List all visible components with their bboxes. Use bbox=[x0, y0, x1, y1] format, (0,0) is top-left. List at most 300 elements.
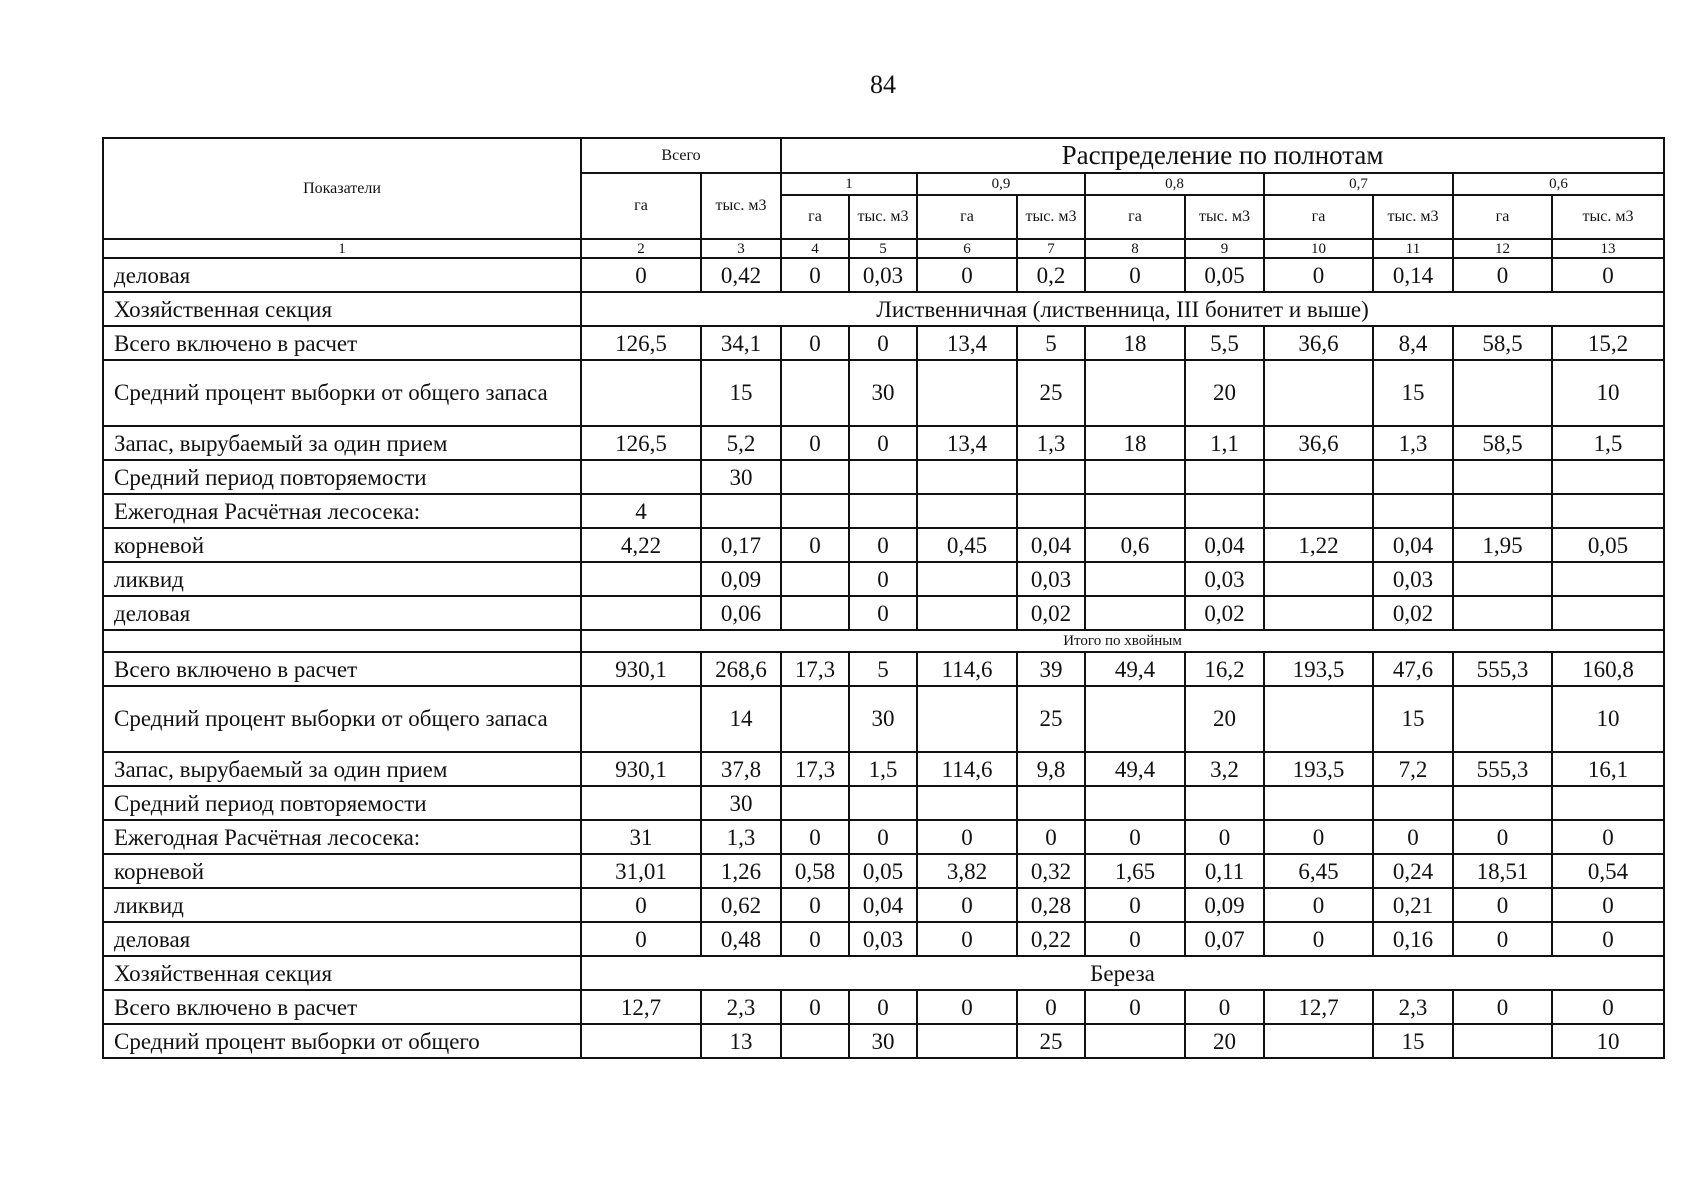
table-cell: 0 bbox=[1552, 820, 1664, 854]
header-unit-ha: га bbox=[1085, 195, 1185, 239]
header-total-ha: га bbox=[581, 173, 701, 239]
row-label: Всего включено в расчет bbox=[103, 990, 581, 1024]
table-cell: 0 bbox=[917, 258, 1017, 292]
table-cell: 15,2 bbox=[1552, 326, 1664, 360]
table-cell: 555,3 bbox=[1453, 652, 1552, 686]
table-cell: 0 bbox=[1264, 820, 1373, 854]
table-cell bbox=[1453, 686, 1552, 752]
table-cell: 49,4 bbox=[1085, 752, 1185, 786]
table-cell: 0,48 bbox=[701, 922, 781, 956]
table-cell: 0 bbox=[581, 258, 701, 292]
row-label: Запас, вырубаемый за один прием bbox=[103, 426, 581, 460]
row-label: Средний процент выборки от общего запаса bbox=[103, 686, 581, 752]
header-unit-m3: тыс. м3 bbox=[1373, 195, 1453, 239]
table-cell: 0 bbox=[917, 888, 1017, 922]
row-label: корневой bbox=[103, 854, 581, 888]
table-cell: 1,1 bbox=[1185, 426, 1264, 460]
table-cell: 14 bbox=[701, 686, 781, 752]
table-cell: 0 bbox=[781, 888, 849, 922]
table-cell bbox=[781, 562, 849, 596]
table-cell bbox=[1085, 360, 1185, 426]
column-number: 1 bbox=[103, 239, 581, 258]
table-cell bbox=[917, 1024, 1017, 1058]
table-cell: 0 bbox=[781, 258, 849, 292]
table-row bbox=[103, 888, 1664, 922]
row-label: деловая bbox=[103, 596, 581, 630]
table-cell: 0 bbox=[849, 562, 917, 596]
header-total: Всего bbox=[581, 138, 781, 173]
table-cell: 0 bbox=[1085, 820, 1185, 854]
table-cell: 30 bbox=[849, 686, 917, 752]
table-cell: 0 bbox=[1264, 258, 1373, 292]
table-cell: 0,03 bbox=[849, 258, 917, 292]
row-label bbox=[103, 630, 581, 652]
table-cell: 0 bbox=[1373, 820, 1453, 854]
column-number: 5 bbox=[849, 239, 917, 258]
table-cell: 0 bbox=[781, 922, 849, 956]
row-label: Хозяйственная секция bbox=[103, 292, 581, 326]
table-cell: 0,06 bbox=[701, 596, 781, 630]
section-row bbox=[103, 292, 1664, 326]
table-cell: 2,3 bbox=[1373, 990, 1453, 1024]
subtotal-caption: Итого по хвойным bbox=[581, 630, 1664, 652]
table-row bbox=[103, 360, 1664, 426]
table-cell: 18 bbox=[1085, 426, 1185, 460]
row-label: Средний период повторяемости bbox=[103, 460, 581, 494]
table-cell: 8,4 bbox=[1373, 326, 1453, 360]
section-caption: Береза bbox=[581, 956, 1664, 990]
header-density-1: 1 bbox=[781, 173, 917, 195]
table-cell bbox=[1552, 494, 1664, 528]
header-unit-m3: тыс. м3 bbox=[1017, 195, 1085, 239]
table-cell: 0 bbox=[1552, 922, 1664, 956]
table-cell bbox=[1453, 460, 1552, 494]
table-cell: 13,4 bbox=[917, 426, 1017, 460]
table-cell: 10 bbox=[1552, 686, 1664, 752]
table-cell bbox=[1085, 596, 1185, 630]
table-cell: 17,3 bbox=[781, 752, 849, 786]
table-row bbox=[103, 326, 1664, 360]
table-cell bbox=[1185, 460, 1264, 494]
table-cell: 0,17 bbox=[701, 528, 781, 562]
table-cell bbox=[1017, 786, 1085, 820]
table-cell: 0,03 bbox=[1017, 562, 1085, 596]
table-row bbox=[103, 562, 1664, 596]
table-cell bbox=[781, 360, 849, 426]
table-cell: 0 bbox=[781, 820, 849, 854]
table-cell bbox=[1453, 596, 1552, 630]
table-cell bbox=[581, 786, 701, 820]
table-row bbox=[103, 528, 1664, 562]
table-cell: 0,54 bbox=[1552, 854, 1664, 888]
table-row bbox=[103, 752, 1664, 786]
header-density-0-6: 0,6 bbox=[1453, 173, 1664, 195]
table-cell: 0 bbox=[781, 528, 849, 562]
table-cell: 17,3 bbox=[781, 652, 849, 686]
table-cell bbox=[581, 562, 701, 596]
table-cell bbox=[1453, 786, 1552, 820]
table-cell: 7,2 bbox=[1373, 752, 1453, 786]
header-unit-m3: тыс. м3 bbox=[849, 195, 917, 239]
table-cell bbox=[1017, 460, 1085, 494]
table-header bbox=[103, 138, 1664, 258]
table-cell: 13,4 bbox=[917, 326, 1017, 360]
table-cell: 1,5 bbox=[1552, 426, 1664, 460]
row-label: деловая bbox=[103, 258, 581, 292]
table-cell bbox=[917, 596, 1017, 630]
table-cell: 0 bbox=[781, 426, 849, 460]
table-cell: 0 bbox=[1017, 990, 1085, 1024]
table-cell: 0,62 bbox=[701, 888, 781, 922]
table-cell: 0 bbox=[1017, 820, 1085, 854]
table-cell bbox=[1552, 596, 1664, 630]
table-cell: 1,95 bbox=[1453, 528, 1552, 562]
table-cell bbox=[1264, 596, 1373, 630]
table-cell bbox=[1453, 360, 1552, 426]
table-cell: 0,6 bbox=[1085, 528, 1185, 562]
table-row bbox=[103, 854, 1664, 888]
table-cell bbox=[781, 686, 849, 752]
table-cell: 0 bbox=[849, 426, 917, 460]
table-cell: 15 bbox=[701, 360, 781, 426]
row-label: ликвид bbox=[103, 562, 581, 596]
row-label: Ежегодная Расчётная лесосека: bbox=[103, 494, 581, 528]
table-body bbox=[103, 258, 1664, 1058]
table-cell bbox=[781, 596, 849, 630]
page-number: 84 bbox=[870, 70, 896, 99]
table-cell: 0 bbox=[1085, 922, 1185, 956]
table-cell: 0,03 bbox=[1373, 562, 1453, 596]
column-number: 10 bbox=[1264, 239, 1373, 258]
table-cell bbox=[581, 360, 701, 426]
table-cell bbox=[1264, 1024, 1373, 1058]
table-cell bbox=[849, 786, 917, 820]
table-cell: 37,8 bbox=[701, 752, 781, 786]
header-density-0-8: 0,8 bbox=[1085, 173, 1264, 195]
column-number: 12 bbox=[1453, 239, 1552, 258]
table-cell: 0,09 bbox=[1185, 888, 1264, 922]
table-cell: 5 bbox=[1017, 326, 1085, 360]
table-cell: 114,6 bbox=[917, 752, 1017, 786]
table-cell: 114,6 bbox=[917, 652, 1017, 686]
table-cell: 25 bbox=[1017, 360, 1085, 426]
table-cell: 36,6 bbox=[1264, 426, 1373, 460]
row-label: Средний период повторяемости bbox=[103, 786, 581, 820]
table-cell: 20 bbox=[1185, 1024, 1264, 1058]
table-cell: 0,14 bbox=[1373, 258, 1453, 292]
table-cell: 555,3 bbox=[1453, 752, 1552, 786]
header-density-0-9: 0,9 bbox=[917, 173, 1085, 195]
table-cell: 30 bbox=[849, 1024, 917, 1058]
table-cell bbox=[1185, 786, 1264, 820]
table-cell: 49,4 bbox=[1085, 652, 1185, 686]
table-cell: 0,21 bbox=[1373, 888, 1453, 922]
table-cell bbox=[1264, 494, 1373, 528]
table-cell: 1,3 bbox=[1373, 426, 1453, 460]
table-cell: 4 bbox=[581, 494, 701, 528]
header-unit-ha: га bbox=[1453, 195, 1552, 239]
table-cell: 0 bbox=[849, 820, 917, 854]
table-cell: 15 bbox=[1373, 686, 1453, 752]
table-cell: 30 bbox=[701, 460, 781, 494]
table-cell: 15 bbox=[1373, 360, 1453, 426]
table-cell: 0,05 bbox=[1552, 528, 1664, 562]
table-cell: 1,65 bbox=[1085, 854, 1185, 888]
header-unit-m3: тыс. м3 bbox=[1552, 195, 1664, 239]
table-cell bbox=[1085, 1024, 1185, 1058]
table-cell bbox=[1453, 1024, 1552, 1058]
table-row bbox=[103, 686, 1664, 752]
table-cell: 0,32 bbox=[1017, 854, 1085, 888]
column-number: 13 bbox=[1552, 239, 1664, 258]
table-cell bbox=[849, 460, 917, 494]
table-cell: 0 bbox=[781, 326, 849, 360]
table-cell: 0,22 bbox=[1017, 922, 1085, 956]
table-cell: 0 bbox=[781, 990, 849, 1024]
table-cell: 58,5 bbox=[1453, 326, 1552, 360]
table-cell bbox=[1453, 562, 1552, 596]
table-cell: 4,22 bbox=[581, 528, 701, 562]
table-cell: 0,04 bbox=[1373, 528, 1453, 562]
table-row bbox=[103, 786, 1664, 820]
table-cell: 0,07 bbox=[1185, 922, 1264, 956]
row-label: Запас, вырубаемый за один прием bbox=[103, 752, 581, 786]
table-cell: 9,8 bbox=[1017, 752, 1085, 786]
table-cell bbox=[1085, 686, 1185, 752]
table-cell: 0,2 bbox=[1017, 258, 1085, 292]
table-cell: 30 bbox=[701, 786, 781, 820]
table-cell: 3,2 bbox=[1185, 752, 1264, 786]
table-row bbox=[103, 258, 1664, 292]
table-cell bbox=[701, 494, 781, 528]
table-cell bbox=[781, 494, 849, 528]
table-cell: 0 bbox=[1453, 258, 1552, 292]
table-row bbox=[103, 652, 1664, 686]
table-cell bbox=[581, 596, 701, 630]
table-cell: 39 bbox=[1017, 652, 1085, 686]
row-label: корневой bbox=[103, 528, 581, 562]
table-row bbox=[103, 1024, 1664, 1058]
table-cell bbox=[917, 460, 1017, 494]
table-cell: 15 bbox=[1373, 1024, 1453, 1058]
header-total-m3: тыс. м3 bbox=[701, 173, 781, 239]
table-cell: 1,22 bbox=[1264, 528, 1373, 562]
table-cell bbox=[781, 1024, 849, 1058]
table-cell: 0 bbox=[1453, 990, 1552, 1024]
table-cell: 25 bbox=[1017, 686, 1085, 752]
table-cell: 0 bbox=[1453, 820, 1552, 854]
table-cell: 0 bbox=[1085, 990, 1185, 1024]
column-numbers-row bbox=[103, 239, 1664, 258]
table-cell: 0 bbox=[1085, 888, 1185, 922]
table-cell: 0 bbox=[917, 820, 1017, 854]
table-cell bbox=[917, 686, 1017, 752]
table-cell: 0,03 bbox=[849, 922, 917, 956]
table-cell: 13 bbox=[701, 1024, 781, 1058]
table-cell bbox=[1453, 494, 1552, 528]
table-cell: 0 bbox=[1185, 820, 1264, 854]
table-cell bbox=[1017, 494, 1085, 528]
table-cell: 20 bbox=[1185, 686, 1264, 752]
table-cell: 6,45 bbox=[1264, 854, 1373, 888]
table-cell: 10 bbox=[1552, 1024, 1664, 1058]
table-cell bbox=[781, 460, 849, 494]
table-cell: 0,42 bbox=[701, 258, 781, 292]
table-cell: 0 bbox=[1552, 990, 1664, 1024]
header-unit-m3: тыс. м3 bbox=[1185, 195, 1264, 239]
table-row bbox=[103, 990, 1664, 1024]
table-cell: 0,09 bbox=[701, 562, 781, 596]
table-cell: 58,5 bbox=[1453, 426, 1552, 460]
header-distribution: Распределение по полнотам bbox=[781, 138, 1664, 173]
header-indicators: Показатели bbox=[103, 138, 581, 239]
table-cell: 47,6 bbox=[1373, 652, 1453, 686]
table-cell bbox=[1552, 562, 1664, 596]
table-cell bbox=[1085, 562, 1185, 596]
table-cell: 12,7 bbox=[1264, 990, 1373, 1024]
forest-cutting-table bbox=[102, 137, 1665, 1059]
table-cell: 0 bbox=[1085, 258, 1185, 292]
table-cell bbox=[1264, 686, 1373, 752]
table-cell bbox=[581, 1024, 701, 1058]
table-row bbox=[103, 596, 1664, 630]
table-cell: 3,82 bbox=[917, 854, 1017, 888]
table-cell: 930,1 bbox=[581, 652, 701, 686]
table-cell: 30 bbox=[849, 360, 917, 426]
table-cell bbox=[1552, 460, 1664, 494]
table-cell: 0 bbox=[1552, 888, 1664, 922]
table-cell: 18 bbox=[1085, 326, 1185, 360]
table-cell: 193,5 bbox=[1264, 652, 1373, 686]
table-cell bbox=[917, 360, 1017, 426]
table-cell bbox=[1552, 786, 1664, 820]
table-cell: 1,26 bbox=[701, 854, 781, 888]
table-cell bbox=[1373, 460, 1453, 494]
table-cell: 0,04 bbox=[849, 888, 917, 922]
row-label: ликвид bbox=[103, 888, 581, 922]
table-cell: 268,6 bbox=[701, 652, 781, 686]
table-cell bbox=[581, 686, 701, 752]
table-cell: 5,5 bbox=[1185, 326, 1264, 360]
column-number: 7 bbox=[1017, 239, 1085, 258]
table-cell: 31 bbox=[581, 820, 701, 854]
table-cell bbox=[1085, 494, 1185, 528]
table-cell: 0 bbox=[849, 990, 917, 1024]
table-cell bbox=[1264, 460, 1373, 494]
table-cell: 0,02 bbox=[1185, 596, 1264, 630]
column-number: 2 bbox=[581, 239, 701, 258]
table-cell: 0,02 bbox=[1373, 596, 1453, 630]
table-row bbox=[103, 460, 1664, 494]
table-cell: 0,11 bbox=[1185, 854, 1264, 888]
table-cell bbox=[1264, 786, 1373, 820]
table-cell: 126,5 bbox=[581, 426, 701, 460]
table-cell: 126,5 bbox=[581, 326, 701, 360]
table-cell: 16,2 bbox=[1185, 652, 1264, 686]
header-unit-ha: га bbox=[781, 195, 849, 239]
column-number: 6 bbox=[917, 239, 1017, 258]
row-label: Средний процент выборки от общего запаса bbox=[103, 360, 581, 426]
forest-cutting-table-container bbox=[102, 137, 1665, 1059]
table-cell: 25 bbox=[1017, 1024, 1085, 1058]
table-cell: 36,6 bbox=[1264, 326, 1373, 360]
table-cell bbox=[849, 494, 917, 528]
table-cell: 5,2 bbox=[701, 426, 781, 460]
table-cell: 0,02 bbox=[1017, 596, 1085, 630]
table-cell: 0 bbox=[1264, 888, 1373, 922]
table-cell: 0 bbox=[849, 596, 917, 630]
column-number: 4 bbox=[781, 239, 849, 258]
table-cell: 0,24 bbox=[1373, 854, 1453, 888]
row-label: Всего включено в расчет bbox=[103, 652, 581, 686]
table-cell: 1,3 bbox=[701, 820, 781, 854]
table-cell bbox=[1085, 786, 1185, 820]
table-row bbox=[103, 922, 1664, 956]
table-cell: 0,04 bbox=[1017, 528, 1085, 562]
table-cell: 0 bbox=[1264, 922, 1373, 956]
row-label: Хозяйственная секция bbox=[103, 956, 581, 990]
table-cell: 16,1 bbox=[1552, 752, 1664, 786]
table-cell: 0 bbox=[917, 922, 1017, 956]
table-cell: 0,16 bbox=[1373, 922, 1453, 956]
table-cell: 0 bbox=[849, 326, 917, 360]
table-row bbox=[103, 426, 1664, 460]
table-cell bbox=[1085, 460, 1185, 494]
table-cell: 193,5 bbox=[1264, 752, 1373, 786]
table-cell bbox=[1373, 494, 1453, 528]
table-row bbox=[103, 820, 1664, 854]
header-density-0-7: 0,7 bbox=[1264, 173, 1453, 195]
column-number: 11 bbox=[1373, 239, 1453, 258]
table-cell: 2,3 bbox=[701, 990, 781, 1024]
column-number: 9 bbox=[1185, 239, 1264, 258]
table-cell bbox=[917, 562, 1017, 596]
table-cell: 0 bbox=[1185, 990, 1264, 1024]
table-cell bbox=[781, 786, 849, 820]
table-cell: 160,8 bbox=[1552, 652, 1664, 686]
table-cell: 12,7 bbox=[581, 990, 701, 1024]
table-cell bbox=[917, 494, 1017, 528]
table-cell: 0 bbox=[917, 990, 1017, 1024]
table-cell: 0 bbox=[849, 528, 917, 562]
table-cell: 0,28 bbox=[1017, 888, 1085, 922]
section-caption: Лиственничная (лиственница, III бонитет и выше) bbox=[581, 292, 1664, 326]
subtotal-row bbox=[103, 630, 1664, 652]
table-cell: 20 bbox=[1185, 360, 1264, 426]
table-cell: 18,51 bbox=[1453, 854, 1552, 888]
table-cell: 1,3 bbox=[1017, 426, 1085, 460]
table-cell: 34,1 bbox=[701, 326, 781, 360]
row-label: Ежегодная Расчётная лесосека: bbox=[103, 820, 581, 854]
row-label: Средний процент выборки от общего bbox=[103, 1024, 581, 1058]
table-cell: 0 bbox=[1552, 258, 1664, 292]
column-number: 3 bbox=[701, 239, 781, 258]
table-cell: 0,03 bbox=[1185, 562, 1264, 596]
table-cell bbox=[1373, 786, 1453, 820]
table-cell: 0,58 bbox=[781, 854, 849, 888]
table-cell bbox=[1264, 562, 1373, 596]
table-cell: 1,5 bbox=[849, 752, 917, 786]
table-cell bbox=[581, 460, 701, 494]
row-label: деловая bbox=[103, 922, 581, 956]
header-unit-ha: га bbox=[1264, 195, 1373, 239]
table-cell: 5 bbox=[849, 652, 917, 686]
table-cell: 930,1 bbox=[581, 752, 701, 786]
table-cell bbox=[1264, 360, 1373, 426]
table-cell: 0,05 bbox=[1185, 258, 1264, 292]
table-cell: 10 bbox=[1552, 360, 1664, 426]
row-label: Всего включено в расчет bbox=[103, 326, 581, 360]
